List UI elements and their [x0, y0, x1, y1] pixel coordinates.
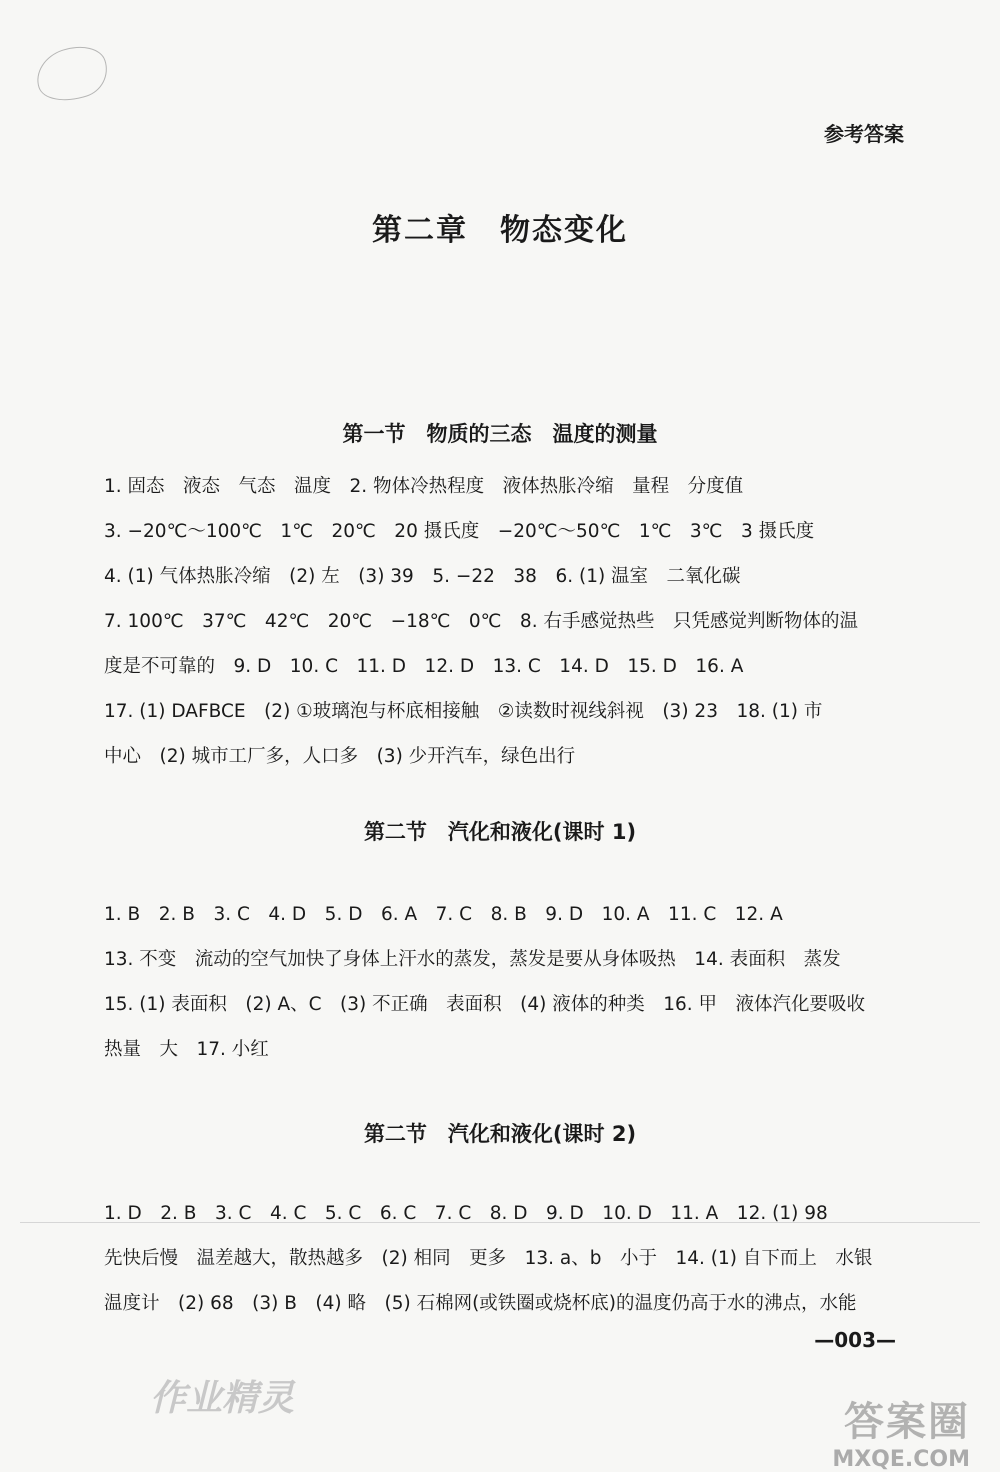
- watermark-logo: 答案圈: [844, 1399, 970, 1445]
- answer-line: 1. D 2. B 3. C 4. C 5. C 6. C 7. C 8. D 9. D 10. D 11. A 12. (1) 98: [104, 1203, 828, 1224]
- section-title-3: 第二节 汽化和液化(课时 2): [363, 1122, 637, 1146]
- bleed-through-text: 作业精灵: [150, 1378, 295, 1419]
- section-title-2: 第二节 汽化和液化(课时 1): [363, 820, 637, 844]
- section-answers-1: [104, 464, 904, 779]
- section-answers-3: [104, 1191, 904, 1326]
- watermark-url: MXQE.COM: [832, 1447, 970, 1472]
- answer-line: 13. 不变 流动的空气加快了身体上汗水的蒸发，蒸发是要从身体吸热 14. 表面积 蒸发: [104, 949, 841, 970]
- answer-line: 1. 固态 液态 气态 温度 2. 物体冷热程度 液体热胀冷缩 量程 分度值: [104, 476, 744, 497]
- answer-line: 热量 大 17. 小红: [104, 1039, 269, 1060]
- answer-line: 先快后慢 温差越大，散热越多 (2) 相同 更多 13. a、b 小于 14. (1) 自下而上 水银: [104, 1248, 873, 1269]
- answer-line: 4. (1) 气体热胀冷缩 (2) 左 (3) 39 5. −22 38 6. (1) 温室 二氧化碳: [104, 566, 741, 587]
- answer-line: 度是不可靠的 9. D 10. C 11. D 12. D 13. C 14. D 15. D 16. A: [104, 656, 744, 677]
- site-watermark: [832, 1390, 970, 1472]
- publisher-stamp: [30, 38, 115, 110]
- answer-line: 17. (1) DAFBCE (2) ①玻璃泡与杯底相接触 ②读数时视线斜视 (3) 23 18. (1) 市: [104, 701, 823, 722]
- page-number: —003—: [814, 1328, 896, 1352]
- answer-line: 7. 100℃ 37℃ 42℃ 20℃ −18℃ 0℃ 8. 右手感觉热些 只凭感觉判断物体的温: [104, 611, 858, 632]
- answer-line: 3. −20℃～100℃ 1℃ 20℃ 20 摄氏度 −20℃～50℃ 1℃ 3℃ 3 摄氏度: [104, 521, 815, 542]
- answer-line: 中心 (2) 城市工厂多，人口多 (3) 少开汽车，绿色出行: [104, 746, 576, 767]
- answer-line: 温度计 (2) 68 (3) B (4) 略 (5) 石棉网(或铁圈或烧杯底)的温度仍高于水的沸点，水能: [104, 1293, 857, 1314]
- section-answers-2: [104, 892, 904, 1072]
- answer-line: 1. B 2. B 3. C 4. D 5. D 6. A 7. C 8. B 9. D 10. A 11. C 12. A: [104, 904, 783, 925]
- header-tag: 参考答案: [824, 122, 904, 146]
- answer-line: 15. (1) 表面积 (2) A、C (3) 不正确 表面积 (4) 液体的种类 16. 甲 液体汽化要吸收: [104, 994, 866, 1015]
- section-title-1: 第一节 物质的三态 温度的测量: [342, 422, 658, 446]
- chapter-title: 第二章 物态变化: [372, 213, 628, 248]
